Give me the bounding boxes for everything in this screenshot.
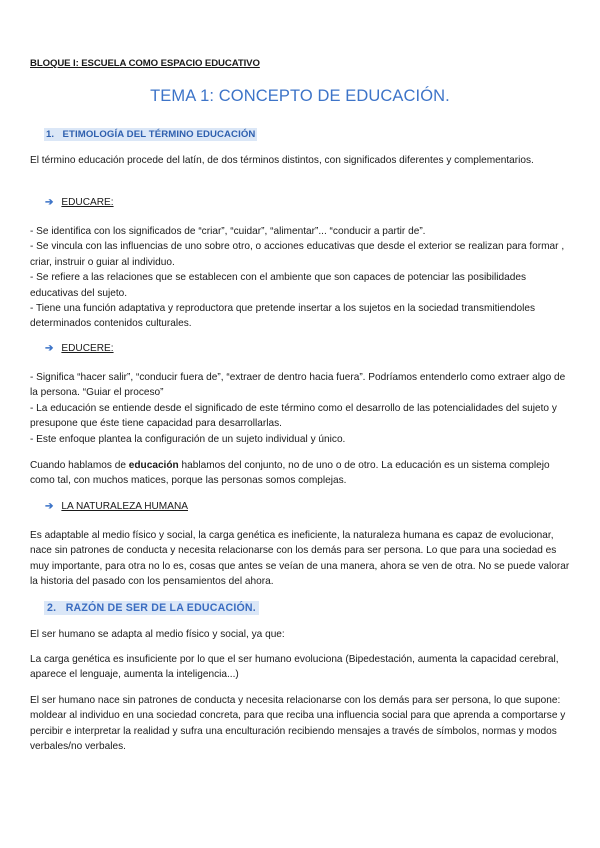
page-title: TEMA 1: CONCEPTO DE EDUCACIÓN. [150, 87, 450, 105]
section-1-heading [44, 124, 257, 142]
educere-label: EDUCERE: [61, 343, 114, 354]
educare-subheading [45, 197, 114, 208]
arrow-right-icon: ➔ [45, 197, 54, 208]
section-2-p3: El ser humano nace sin patrones de conducta y necesita relacionarse con los demás para ser persona, lo que supone: moldear al individuo en una sociedad concreta, para que reciba una influencia social para que aprenda a comportarse y percibir e interpretar la realidad y sufra una enculturación recibiendo mensajes a través de símbolos, normas y modos verbales/no verbales. [30, 695, 566, 753]
summary-bold-term: educación [128, 460, 179, 471]
block-title: BLOQUE I: ESCUELA COMO ESPACIO EDUCATIVO [30, 58, 260, 69]
educare-line-3: - Se refiere a las relaciones que se establecen con el ambiente que son capaces de potenciar las posibilidades educativas del sujeto. [30, 272, 527, 299]
summary-after: hablamos del conjunto, no de uno o de otro. La educación es un sistema complejo como tal, con muchos matices, porque las personas somos complejas. [30, 460, 550, 487]
educere-line-1: - Significa “hacer salir”, “conducir fuera de”, “extraer de dentro hacia fuera”. Podríamos entenderlo como extraer algo de la persona. “Guiar el proceso” [30, 372, 566, 399]
educere-line-3: - Este enfoque plantea la configuración de un sujeto individual y único. [30, 433, 346, 445]
section-1-title: ETIMOLOGÍA DEL TÉRMINO EDUCACIÓN [62, 129, 256, 140]
naturaleza-subheading [45, 501, 188, 512]
educere-list [30, 370, 575, 447]
naturaleza-text: Es adaptable al medio físico y social, la carga genética es ineficiente, la naturaleza humana es capaz de evolucionar, nace sin patrones de conducta y necesita relacionarse con los demás para ser persona. Lo que para una sociedad es muy importante, para otra no lo es, cosas que antes se veían de una manera, ahora se ven de otra. No se puede valorar la historia del pasado con los pensamientos del ahora. [30, 530, 570, 588]
educare-line-2: - Se vincula con las influencias de uno sobre otro, o acciones educativas que desde el exterior se realizan para formar , criar, instruir o guiar al individuo. [30, 241, 565, 268]
educare-line-4: - Tiene una función adaptativa y reproductora que pretende insertar a los sujetos en la sociedad transmitiendoles determinados contenidos culturales. [30, 303, 535, 330]
educare-list [30, 224, 575, 332]
summary-before: Cuando hablamos de [30, 460, 129, 471]
section-2-heading [44, 598, 259, 616]
educere-line-2: - La educación se entiende desde el significado de este término como el desarrollo de las potencialidades del sujeto y presupone que éste tiene capacidad para desarrollarlas. [30, 402, 557, 430]
educere-subheading [45, 343, 114, 354]
section-1-intro: El término educación procede del latín, de dos términos distintos, con significados diferentes y complementarios. [30, 155, 534, 166]
section-2-p2: La carga genética es insuficiente por lo que el ser humano evoluciona (Bipedestación, aumenta la capacidad cerebral, aparece el lenguaje, aumenta la inteligencia...) [30, 654, 559, 681]
section-2-title: RAZÓN DE SER DE LA EDUCACIÓN. [65, 602, 256, 614]
section-2-number: 2. [47, 602, 57, 614]
naturaleza-label: LA NATURALEZA HUMANA [61, 501, 188, 512]
educacion-summary [30, 458, 575, 489]
arrow-right-icon: ➔ [45, 343, 54, 354]
arrow-right-icon: ➔ [45, 501, 54, 512]
section-2-p1: El ser humano se adapta al medio físico y social, ya que: [30, 629, 285, 640]
educare-line-1: - Se identifica con los significados de “criar”, “cuidar”, “alimentar”... “conducir a partir de”. [30, 226, 426, 237]
section-2-heading-text [44, 601, 259, 615]
section-1-number: 1. [46, 129, 55, 140]
section-1-heading-text [44, 128, 257, 141]
educare-label: EDUCARE: [61, 197, 114, 208]
